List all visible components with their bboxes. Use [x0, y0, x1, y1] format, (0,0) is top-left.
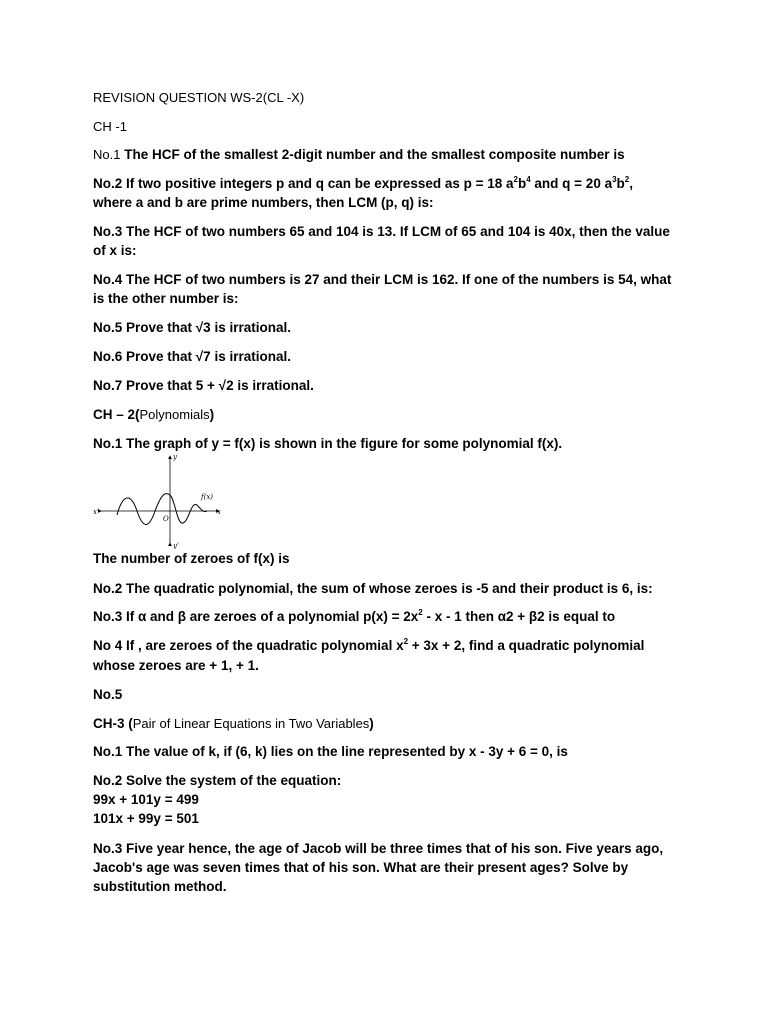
graph-label-xprime: x': [93, 508, 99, 516]
ch2-q3: [93, 607, 615, 626]
ch3-heading-prefix: CH-3 (: [93, 716, 133, 731]
ch2-q3-text-a: No.3 If α and β are zeroes of a polynomial p(x) = 2x: [93, 609, 419, 624]
function-curve: [117, 494, 207, 525]
ch1-q3-line2: of x is:: [93, 243, 137, 258]
ch2-q4-line2: whose zeroes are + 1, + 1.: [93, 658, 259, 673]
ch3-q2-line1: No.2 Solve the system of the equation:: [93, 773, 342, 788]
ch1-q2-sup4: 2: [624, 175, 630, 184]
ch1-q2-text-d: b: [616, 176, 625, 191]
ch1-q2-sup3: 3: [612, 175, 617, 184]
ch1-q7: No.7 Prove that 5 + √2 is irrational.: [93, 378, 314, 393]
ch2-q2: No.2 The quadratic polynomial, the sum of whose zeroes is -5 and their product is 6, is:: [93, 581, 653, 596]
ch2-q4-text-a: No 4 If , are zeroes of the quadratic polynomial x: [93, 638, 404, 653]
graph-label-origin: O: [163, 515, 169, 523]
ch1-q4-line1: No.4 The HCF of two numbers is 27 and their LCM is 162. If one of the numbers is 54, what: [93, 272, 672, 287]
graph-label-fx: f(x): [201, 493, 214, 501]
polynomial-graph-figure: [93, 453, 227, 549]
ch2-q4-text-b: + 3x + 2, find a quadratic polynomial: [408, 638, 645, 653]
ch1-q6: No.6 Prove that √7 is irrational.: [93, 349, 291, 364]
ch3-q3-line3: substitution method.: [93, 879, 227, 894]
ch1-q2-text-c: and q = 20 a: [530, 176, 613, 191]
ch2-q4-line1: [93, 636, 644, 655]
ch3-q3-line2: Jacob's age was seven times that of his son. What are their present ages? Solve by: [93, 860, 629, 875]
ch2-q3-text-b: - x - 1 then α2 + β2 is equal to: [422, 609, 616, 624]
ch1-q2-sup2: 4: [526, 175, 531, 184]
ch2-q3-sup: 2: [418, 608, 423, 617]
worksheet-title: REVISION QUESTION WS-2(CL -X): [93, 90, 305, 105]
ch1-q2-text-e: ,: [629, 176, 634, 191]
graph-label-yprime: y': [173, 542, 179, 549]
ch2-heading-suffix: ): [209, 407, 215, 422]
ch2-q5: No.5: [93, 687, 123, 702]
ch3-heading: [93, 714, 374, 733]
ch3-heading-suffix: ): [369, 716, 374, 731]
ch3-q3-line1: No.3 Five year hence, the age of Jacob will be three times that of his son. Five years ago,: [93, 841, 664, 856]
graph-label-y: y: [173, 453, 177, 461]
ch1-heading: CH -1: [93, 119, 127, 134]
ch2-q1: No.1 The graph of y = f(x) is shown in the figure for some polynomial f(x).: [93, 436, 563, 451]
ch1-q1-text: The HCF of the smallest 2-digit number and the smallest composite number is: [124, 147, 625, 162]
ch1-q5: No.5 Prove that √3 is irrational.: [93, 320, 291, 335]
ch2-heading-title: Polynomials: [139, 407, 210, 422]
ch1-q4-line2: is the other number is:: [93, 291, 239, 306]
ch2-heading-prefix: CH – 2(: [93, 407, 140, 422]
ch1-q2-text-b: b: [517, 176, 527, 191]
ch1-q3-line1: No.3 The HCF of two numbers 65 and 104 is 13. If LCM of 65 and 104 is 40x, then the value: [93, 224, 670, 239]
ch1-q2-line1: [93, 174, 633, 193]
ch2-heading: [93, 405, 214, 424]
ch1-q2-line2: where a and b are prime numbers, then LCM (p, q) is:: [93, 195, 434, 210]
ch3-q2-eq1: 99x + 101y = 499: [93, 792, 199, 807]
ch2-q4-sup: 2: [403, 637, 409, 646]
ch3-q1: No.1 The value of k, if (6, k) lies on the line represented by x - 3y + 6 = 0, is: [93, 744, 568, 759]
graph-label-x: x: [217, 508, 221, 516]
ch1-q2-text-a: No.2 If two positive integers p and q can be expressed as p = 18 a: [93, 176, 514, 191]
ch2-zeroes-question: The number of zeroes of f(x) is: [93, 551, 290, 566]
ch1-q2-sup1: 2: [513, 175, 518, 184]
ch3-q2-eq2: 101x + 99y = 501: [93, 811, 199, 826]
ch1-q1: [93, 145, 625, 164]
ch3-heading-title: Pair of Linear Equations in Two Variables: [132, 716, 370, 731]
ch1-q1-num: No.1: [93, 147, 121, 162]
